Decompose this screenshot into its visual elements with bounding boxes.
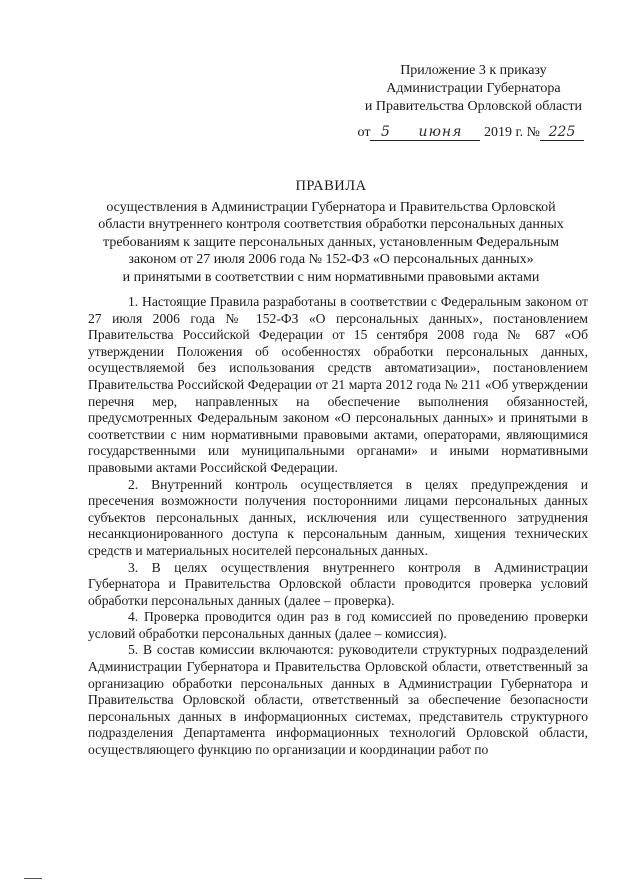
paragraph-1: 1. Настоящие Правила разработаны в соответствии с Федеральным законом от 27 июля 2006 года № 152-ФЗ «О персональных данных», постановлением Правительства Российской Федерации от 15 сентября 2008 года № 687 «Об утверждении Положения об особенностях обработки персональных данных, осуществляемой без использования средств автоматизации», постановлением Правительства Российской Федерации от 21 марта 2012 года № 211 «Об утверждении перечня мер, направленных на обеспечение выполнения обязанностей, предусмотренных Федеральным законом «О персональных данных» и принятыми в соответствии с ним нормативными правовыми актами, операторами, являющимися государственными или муниципальными органами» и иными нормативными правовыми актами Российской Федерации.: [88, 294, 588, 475]
title-subtitle-line: осуществления в Администрации Губернатора и Правительства Орловской: [106, 199, 556, 215]
appendix-reference: [365, 62, 582, 116]
order-date-line: [358, 124, 584, 142]
paragraph-4: 4. Проверка проводится один раз в год комиссией по проведению проверки условий обработки персональных данных (далее – комиссия).: [88, 609, 588, 641]
paragraph-5: 5. В состав комиссии включаются: руководители структурных подразделений Администрации Губернатора и Правительства Орловской области, ответственный за организацию обработки персональных данных в Администрации Губернатора и Правительства Орловской области, ответственный за обеспечение безопасности персональных данных в информационных системах, представитель структурного подразделения Департамента информационных технологий Орловской области, осуществляющего функцию по организации и координации работ по: [88, 642, 588, 758]
paragraph-3: 3. В целях осуществления внутреннего контроля в Администрации Губернатора и Правительства Орловской области проводится проверка условий обработки персональных данных (далее – проверка).: [88, 559, 588, 608]
date-year: 2019 г. №: [483, 125, 540, 140]
title-subtitle-line: и принятыми в соответствии с ним нормативными правовыми актами: [122, 269, 540, 285]
appendix-line: Администрации Губернатора: [386, 81, 561, 96]
handwritten-month: июня: [400, 124, 480, 141]
appendix-line: и Правительства Орловской области: [364, 99, 582, 114]
title-subtitle-line: требованиям к защите персональных данных, установленным Федеральным: [103, 234, 559, 250]
paragraph-2: 2. Внутренний контроль осуществляется в целях предупреждения и пресечения возможности получения посторонними лицами персональных данных субъектов персональных данных, исключения или существенного затруднения несанкционированного доступа к персональным данным, хищения технических средств и материальных носителей персональных данных.: [88, 476, 588, 558]
document-body: [88, 294, 588, 759]
handwritten-order-number: 225: [540, 124, 584, 141]
title-subtitle-line: области внутреннего контроля соответствия обработки персональных данных: [98, 217, 564, 232]
date-prefix: от: [357, 125, 371, 140]
appendix-line: Приложение 3 к приказу: [400, 63, 547, 78]
rules-title-block: [50, 178, 612, 286]
handwritten-day: 5: [370, 124, 400, 141]
scan-mark: [24, 878, 42, 879]
document-title: ПРАВИЛА: [295, 178, 367, 194]
title-subtitle-line: законом от 27 июля 2006 года № 152-ФЗ «О персональных данных»: [128, 252, 534, 267]
